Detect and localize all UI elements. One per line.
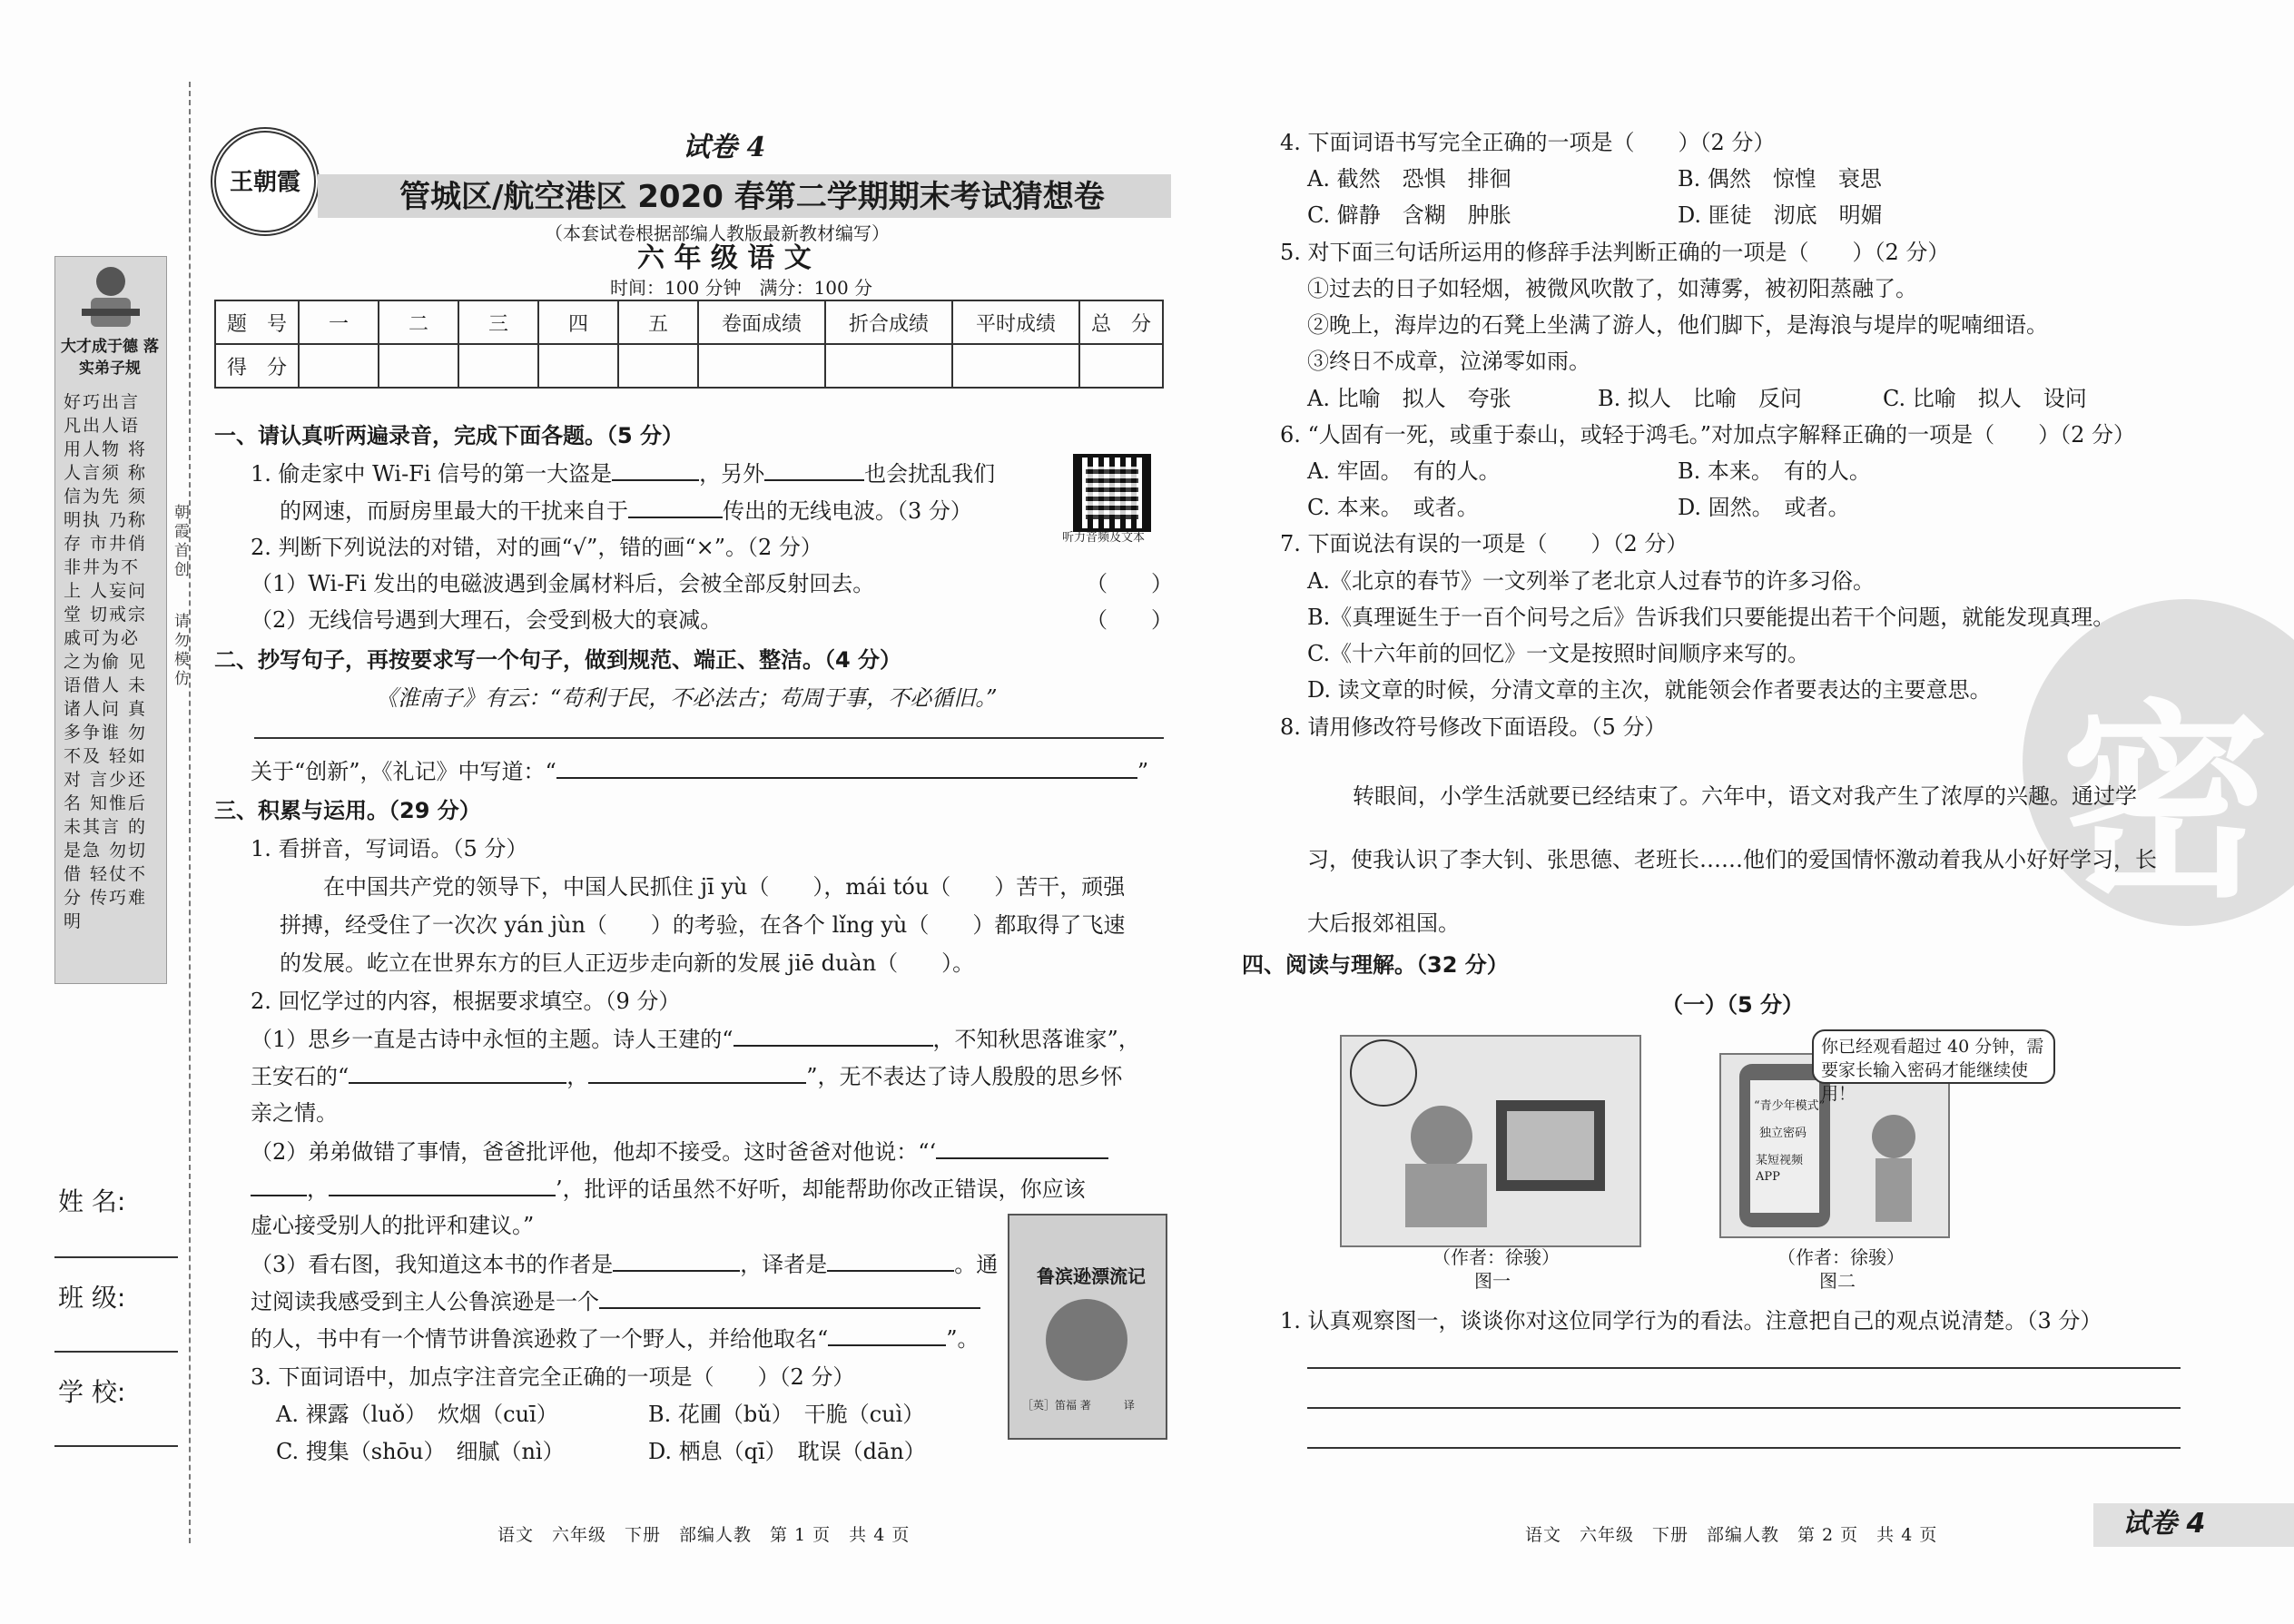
option-b[interactable]: B. 本来。 有的人。: [1678, 458, 1871, 484]
s3-q2-3-line1: [251, 1248, 998, 1280]
qr-caption: 听力音频及文本: [1062, 531, 1146, 545]
figure-2-label: 图二: [1819, 1270, 1856, 1292]
text: 王安石的“: [251, 1064, 350, 1089]
text: （1）思乡一直是古诗中永恒的主题。诗人王建的“: [251, 1027, 733, 1052]
fold-line: [189, 82, 191, 1543]
section-1-heading: 一、请认真听两遍录音，完成下面各题。（5 分）: [214, 423, 684, 448]
text: 传出的无线电波。（3 分）: [723, 498, 972, 524]
answer-blank[interactable]: [612, 458, 699, 481]
score-cell[interactable]: [952, 344, 1079, 388]
speech-bubble: 你已经观看超过 40 分钟，需要家长输入密码才能继续使用！: [1812, 1029, 2055, 1084]
score-row-headers: [215, 300, 1163, 344]
s1-q1-line2: [280, 495, 972, 527]
q8-paragraph-3: 大后报郊祖国。: [1307, 910, 1460, 936]
s3-q2-2-line2: [251, 1173, 1086, 1205]
option-c[interactable]: C.《十六年前的回忆》一文是按照时间顺序来写的。: [1307, 641, 1810, 666]
answer-paren[interactable]: （ ）: [1086, 607, 1173, 633]
class-label: 班 级:: [58, 1283, 126, 1313]
q8: 8. 请用修改符号修改下面语段。（5 分）: [1280, 714, 1667, 740]
figure-1-credit: （作者：徐骏）: [1433, 1246, 1560, 1268]
option-d[interactable]: D. 固然。 或者。: [1678, 495, 1850, 520]
section-4-sub: （一）（5 分）: [1661, 992, 1805, 1018]
score-cell[interactable]: [618, 344, 698, 388]
answer-blank[interactable]: [349, 1060, 566, 1084]
score-cell[interactable]: [698, 344, 825, 388]
option-a[interactable]: A. 牢固。 有的人。: [1307, 458, 1501, 484]
answer-blank[interactable]: [613, 1248, 740, 1272]
option-c[interactable]: C. 本来。 或者。: [1307, 495, 1479, 520]
text: ，另外: [699, 461, 765, 487]
s3-q2-3-line2: [251, 1285, 980, 1317]
answer-line[interactable]: [1307, 1367, 2181, 1369]
answer-blank[interactable]: [628, 495, 723, 518]
score-head: 总 分: [1079, 300, 1163, 344]
s3-q2: 2. 回忆学过的内容，根据要求填空。（9 分）: [251, 989, 681, 1014]
answer-line[interactable]: [1307, 1407, 2181, 1409]
section-2-heading: 二、抄写句子，再按要求写一个句子，做到规范、端正、整洁。（4 分）: [214, 647, 902, 673]
name-line[interactable]: [54, 1256, 178, 1258]
text: 过阅读我感受到主人公鲁滨逊是一个: [251, 1289, 599, 1314]
text: ，不知秋思落谁家”，: [932, 1027, 1140, 1052]
s3-q2-1-line1: [251, 1023, 1140, 1055]
score-head: 平时成绩: [952, 300, 1079, 344]
text: 1. 偷走家中 Wi-Fi 信号的第一大盗是: [251, 461, 613, 487]
option-a[interactable]: A. 裸露（luǒ） 炊烟（cuī）: [276, 1402, 558, 1427]
option-b[interactable]: B. 偶然 惊惶 衰思: [1678, 166, 1882, 192]
s3-q1: 1. 看拼音，写词语。（5 分）: [251, 836, 528, 861]
q5: 5. 对下面三句话所运用的修辞手法判断正确的一项是（ ）（2 分）: [1280, 240, 1950, 265]
score-cell[interactable]: [458, 344, 538, 388]
answer-blank[interactable]: [588, 1060, 806, 1084]
section-3-heading: 三、积累与运用。（29 分）: [214, 798, 481, 823]
text: 关于“创新”，《礼记》中写道：“: [251, 759, 556, 784]
seal-character: 密: [2061, 684, 2270, 926]
score-cell[interactable]: [538, 344, 618, 388]
text: ，: [566, 1064, 589, 1089]
s3-q2-1-line3: 亲之情。: [251, 1100, 338, 1126]
answer-line[interactable]: [1307, 1447, 2181, 1449]
s3-q1-line2: 拼搏，经受住了一次次 yán jùn（ ）的考验，在各个 lǐng yù（ ）都取得了飞速: [280, 912, 1126, 938]
score-cell[interactable]: [379, 344, 458, 388]
text: ”: [1137, 759, 1149, 784]
score-label: 得 分: [215, 344, 299, 388]
s1-q2: 2. 判断下列说法的对错，对的画“√”，错的画“×”。（2 分）: [251, 535, 822, 560]
section-4-heading: 四、阅读与理解。（32 分）: [1242, 952, 1509, 978]
s1-q2-2: （2）无线信号遇到大理石，会受到极大的衰减。: [251, 607, 723, 633]
vertical-label-2: 请勿模仿: [171, 613, 189, 689]
sidebar-motto: 大才成于德 落实弟子规: [61, 338, 159, 378]
q5-sentence-3: ③终日不成章，泣涕零如雨。: [1307, 349, 1590, 374]
answer-blank[interactable]: [828, 1323, 946, 1346]
option-a[interactable]: A. 截然 恐惧 排徊: [1307, 166, 1511, 192]
score-cell[interactable]: [299, 344, 379, 388]
answer-paren[interactable]: （ ）: [1086, 571, 1173, 596]
q8-paragraph-1: 转眼间，小学生活就要已经结束了。六年中，语文对我产生了浓厚的兴趣。通过学: [1353, 783, 2137, 809]
option-c[interactable]: C. 僻静 含糊 肿胀: [1307, 202, 1511, 228]
text: （3）看右图，我知道这本书的作者是: [251, 1252, 614, 1277]
option-a[interactable]: A.《北京的春节》一文列举了老北京人过春节的许多习俗。: [1307, 568, 1875, 594]
page-footer-2: 语文 六年级 下册 部编人教 第 2 页 共 4 页: [1525, 1525, 1938, 1545]
edition-note: （本套试卷根据部编人教版最新教材编写）: [545, 222, 890, 244]
qr-pattern: [1086, 467, 1138, 519]
option-d[interactable]: D. 读文章的时候，分清文章的主次，就能领会作者要表达的主要意思。: [1307, 677, 1992, 703]
s3-q2-2-line1: [251, 1136, 1108, 1167]
book-author: ［英］笛福 著 译: [1022, 1399, 1135, 1412]
option-c[interactable]: C. 比喻 拟人 设问: [1883, 386, 2087, 411]
answer-blank[interactable]: [251, 1173, 307, 1196]
page-title: 管城区/航空港区 2020 春第二学期期末考试猜想卷: [399, 179, 1105, 215]
s3-q2-3-line3: [251, 1323, 980, 1354]
page-footer-1: 语文 六年级 下册 部编人教 第 1 页 共 4 页: [497, 1525, 911, 1545]
figure-2-credit: （作者：徐骏）: [1777, 1246, 1905, 1268]
score-head: 卷面成绩: [698, 300, 825, 344]
option-d[interactable]: D. 匪徒 沏底 明媚: [1678, 202, 1883, 228]
s3-q2-2-line3: 虚心接受别人的批评和建议。”: [251, 1213, 535, 1238]
sidebar-maxims: 好巧出言 凡出人语 用人物 将人言须 称信为先 须明执 乃称存 市井俏 非井为不上 人妄问堂 切戒宗 戚可为必 之为偷 见语借人 未诸人问 真多争谁 勿不及 轻如对 言少还名 知惟后 未其言 的是急 勿切借 轻仗不分 传巧难明: [64, 392, 148, 931]
score-head: 五: [618, 300, 698, 344]
q5-sentence-1: ①过去的日子如轻烟，被微风吹散了，如薄雾，被初阳蒸融了。: [1307, 276, 1917, 301]
score-head: 三: [458, 300, 538, 344]
text: ’，批评的话虽然不好听，却能帮助你改正错误，你应该: [556, 1176, 1086, 1202]
footer-tag: 试卷 4: [2122, 1508, 2206, 1540]
q8-paragraph-2: 习，使我认识了李大钊、张思德、老班长……他们的爱国情怀激动着我从小好好学习，长: [1307, 847, 2157, 872]
answer-blank[interactable]: [599, 1285, 980, 1309]
reading-q1: 1. 认真观察图一，谈谈你对这位同学行为的看法。注意把自己的观点说清楚。（3 分）: [1280, 1308, 2102, 1334]
phone-label-3: 某短视频APP: [1756, 1154, 1804, 1184]
book-illustration: [1046, 1299, 1127, 1381]
score-row-values: [215, 344, 1163, 388]
phone-label-2: 独立密码: [1759, 1127, 1807, 1140]
option-b[interactable]: B.《真理诞生于一百个问号之后》告诉我们只要能提出若干个问题，就能发现真理。: [1307, 605, 2115, 630]
q5-sentence-2: ②晚上，海岸边的石凳上坐满了游人，他们脚下，是海浪与堤岸的呢喃细语。: [1307, 312, 2048, 338]
score-cell[interactable]: [1079, 344, 1163, 388]
answer-blank[interactable]: [764, 458, 864, 481]
book-title: 鲁滨逊漂流记: [1037, 1265, 1146, 1287]
score-head: 题 号: [215, 300, 299, 344]
s3-q3: 3. 下面词语中，加点字注音完全正确的一项是（ ）（2 分）: [251, 1364, 855, 1390]
s3-q1-line3: 的发展。屹立在世界东方的巨人正迈步走向新的发展 jiē duàn（ ）。: [280, 950, 975, 976]
text: 的网速，而厨房里最大的干扰来自于: [280, 498, 628, 524]
option-c[interactable]: C. 搜集（shōu） 细腻（nì）: [276, 1439, 565, 1464]
exam-time: 时间：100 分钟 满分：100 分: [610, 277, 873, 299]
figure-1-image: [1340, 1035, 1641, 1247]
q4: 4. 下面词语书写完全正确的一项是（ ）（2 分）: [1280, 130, 1776, 155]
score-head: 四: [538, 300, 618, 344]
school-label: 学 校:: [58, 1377, 126, 1407]
s3-q1-line1: 在中国共产党的领导下，中国人民抓住 jī yù（ ），mái tóu（ ）苦干，顽强: [323, 874, 1126, 900]
s2-quote: 《淮南子》有云：“苟利于民，不必法古；苟周于事，不必循旧。”: [376, 685, 998, 711]
s3-q2-1-line2: [251, 1060, 1123, 1092]
answer-blank[interactable]: [329, 1173, 556, 1196]
score-table: [214, 300, 1164, 389]
option-b[interactable]: B. 花圃（bǔ） 干脆（cuì）: [648, 1402, 925, 1427]
answer-blank[interactable]: [936, 1136, 1108, 1159]
name-label: 姓 名:: [58, 1186, 126, 1216]
s1-q1-line1: [251, 458, 995, 489]
score-head: 一: [299, 300, 379, 344]
text: ”，无不表达了诗人殷殷的思乡怀: [806, 1064, 1123, 1089]
text: 也会扰乱我们: [864, 461, 996, 487]
q6: 6. “人固有一死，或重于泰山，或轻于鸿毛。”对加点字解释正确的一项是（ ）（2 分）: [1280, 422, 2135, 448]
figure-1-label: 图一: [1474, 1270, 1511, 1292]
series-label: 试卷 4: [683, 132, 766, 163]
answer-blank[interactable]: [733, 1023, 933, 1047]
score-cell[interactable]: [825, 344, 952, 388]
text: ，: [307, 1176, 329, 1202]
text: （2）弟弟做错了事情，爸爸批评他，他却不接受。这时爸爸对他说：“‘: [251, 1139, 937, 1165]
score-head: 二: [379, 300, 458, 344]
phone-label-1: “青少年模式”: [1754, 1099, 1826, 1113]
s1-q2-1: （1）Wi-Fi 发出的电磁波遇到金属材料后，会被全部反射回去。: [251, 571, 875, 596]
text: ”。: [946, 1326, 980, 1352]
book-cover-image: [1008, 1214, 1167, 1440]
option-b[interactable]: B. 拟人 比喻 反问: [1598, 386, 1802, 411]
subject-title: 六 年 级 语 文: [637, 242, 812, 274]
brand-name: 王朝霞: [229, 169, 300, 196]
option-d[interactable]: D. 栖息（qī） 耽误（dān）: [648, 1439, 926, 1464]
vertical-label-1: 朝霞首创: [171, 504, 189, 580]
option-a[interactable]: A. 比喻 拟人 夸张: [1307, 386, 1511, 411]
text: ，译者是: [740, 1252, 828, 1277]
q7: 7. 下面说法有误的一项是（ ）（2 分）: [1280, 531, 1689, 556]
answer-blank[interactable]: [827, 1248, 954, 1272]
school-line[interactable]: [54, 1445, 178, 1447]
score-head: 折合成绩: [825, 300, 952, 344]
text: 的人，书中有一个情节讲鲁滨逊救了一个野人，并给他取名“: [251, 1326, 829, 1352]
copy-line[interactable]: [254, 737, 1164, 739]
brand-logo: [211, 127, 320, 236]
text: 。通: [954, 1252, 999, 1277]
s2-prompt: [251, 755, 1148, 787]
qr-code-icon[interactable]: [1073, 454, 1151, 532]
class-line[interactable]: [54, 1351, 178, 1353]
answer-blank[interactable]: [556, 755, 1137, 779]
mascot-icon: [78, 261, 143, 334]
figure-1-drawing: [1342, 1037, 1639, 1245]
